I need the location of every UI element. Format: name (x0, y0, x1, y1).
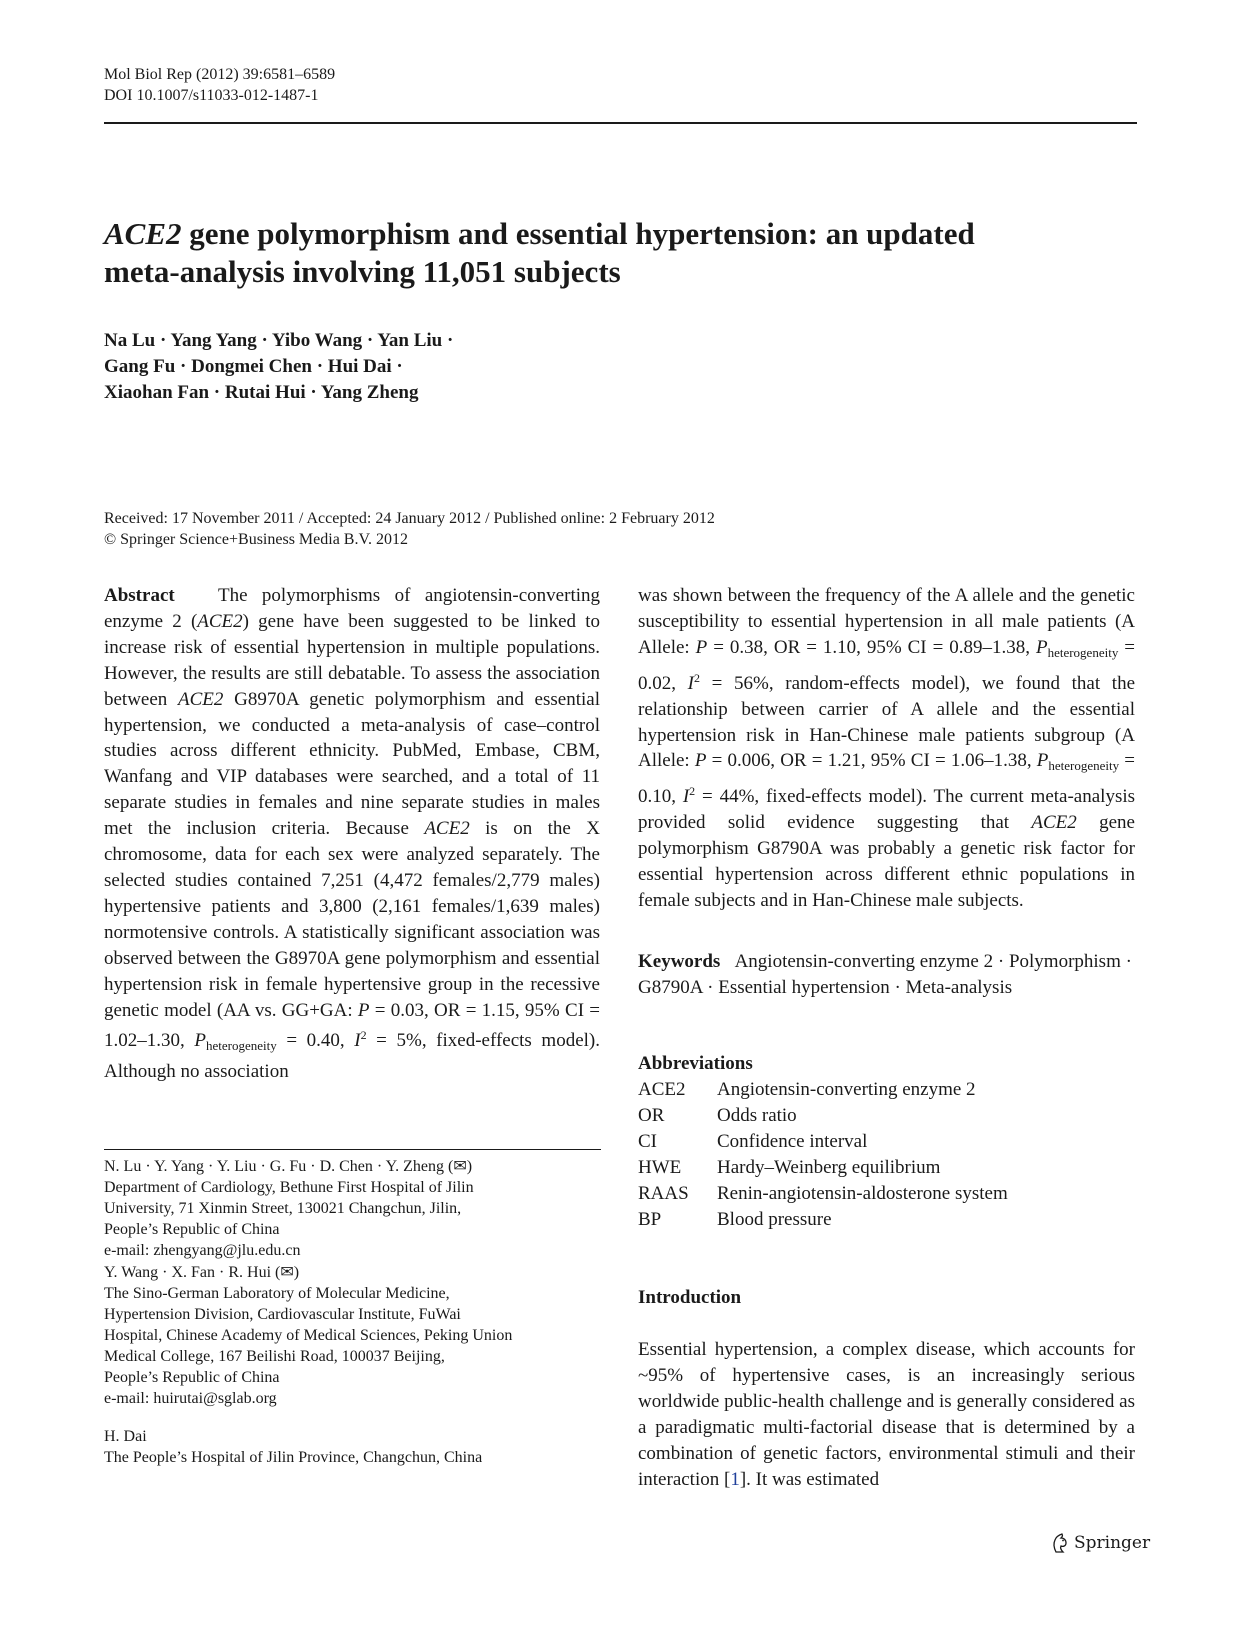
abstract-text: = 0.40, (276, 1030, 355, 1052)
superscript-2: 2 (360, 1028, 367, 1043)
affiliation-authors: H. Dai (104, 1428, 147, 1445)
authors-line-2: Gang Fu · Dongmei Chen · Hui Dai · (104, 356, 403, 377)
abbreviation-definition: Confidence interval (717, 1131, 868, 1152)
intro-text: ]. It was estimated (739, 1469, 880, 1490)
abstract-text: = 0.02, (638, 636, 1136, 694)
abbreviation-term: RAAS (638, 1183, 689, 1204)
author-list (104, 328, 453, 406)
abbreviation-row (638, 1207, 1008, 1233)
keywords-label: Keywords (638, 951, 721, 972)
introduction-text (638, 1337, 1135, 1493)
gene-name: ACE2 (1031, 812, 1077, 834)
gene-name: ACE2 (424, 818, 470, 840)
abstract-text: = 0.38, OR = 1.10, 95% CI = 0.89–1.38, (707, 636, 1036, 658)
abbreviations-heading: Abbreviations (638, 1053, 753, 1074)
title-gene: ACE2 (104, 216, 182, 251)
article-title (104, 215, 1104, 291)
subscript-heterogeneity: heterogeneity (1047, 644, 1119, 660)
abbreviation-term: BP (638, 1209, 662, 1230)
abbreviation-term: ACE2 (638, 1079, 686, 1100)
affiliation-line: Medical College, 167 Beilishi Road, 100037 Beijing, (104, 1348, 445, 1365)
affiliation-email[interactable]: e-mail: huirutai@sglab.org (104, 1390, 277, 1407)
abstract-text: The polymorphisms of angiotensin-converting enzyme 2 ( (104, 585, 600, 632)
affiliation-line: People’s Republic of China (104, 1369, 280, 1386)
abstract-text: was shown between the frequency of the A allele and the genetic susceptibility to essential hypertension in all male patients (A Allele: (638, 585, 1135, 658)
abbreviation-definition: Renin-angiotensin-aldosterone system (717, 1183, 1008, 1204)
abbreviation-definition: Angiotensin-converting enzyme 2 (717, 1079, 976, 1100)
abbreviations-table (638, 1077, 1008, 1233)
affiliation-1 (104, 1156, 474, 1261)
affiliation-line: Hospital, Chinese Academy of Medical Sciences, Peking Union (104, 1327, 513, 1344)
affiliation-line: The People’s Hospital of Jilin Province, Changchun, China (104, 1449, 483, 1466)
abstract-paragraph-cont (638, 583, 1135, 914)
symbol-p: P (694, 750, 707, 772)
symbol-p: P (1035, 636, 1048, 658)
journal-citation: Mol Biol Rep (2012) 39:6581–6589 (104, 66, 336, 83)
abstract-column-right (638, 583, 1135, 914)
symbol-p: P (194, 1030, 206, 1052)
abstract-text: G8970A genetic polymorphism and essential hypertension, we conducted a meta-analysis of case–control studies across different ethnicity. PubMed, Embase, CBM, Wanfang and VIP databases were searched, and a total of 11 separate studies in females and nine separate studies in males met the inclusion criteria. Because (104, 688, 600, 840)
intro-text: Essential hypertension, a complex disease, which accounts for ~95% of hypertensive cases, is an increasingly serious worldwide public-health challenge and is generally considered as a paradigmatic multi-factorial disease that is determined by a combination of genetic factors, environmental stimuli and their interaction [ (638, 1339, 1135, 1490)
abstract-column-left (104, 583, 600, 1085)
symbol-i: I (682, 786, 690, 808)
symbol-p: P (357, 999, 370, 1021)
affiliation-line: Department of Cardiology, Bethune First Hospital of Jilin (104, 1179, 474, 1196)
footnote-rule (104, 1149, 601, 1150)
abbreviation-row (638, 1077, 1008, 1103)
citation-link[interactable]: 1 (730, 1469, 740, 1490)
abstract-text: = 0.006, OR = 1.21, 95% CI = 1.06–1.38, (706, 750, 1037, 772)
authors-line-3: Xiaohan Fan · Rutai Hui · Yang Zheng (104, 382, 419, 403)
received-accepted-line: Received: 17 November 2011 / Accepted: 24 January 2012 / Published online: 2 February 2012 (104, 510, 715, 527)
gene-name: ACE2 (178, 688, 224, 710)
keywords-text: Angiotensin-converting enzyme 2 · Polymorphism · G8790A · Essential hypertension · Meta-analysis (638, 951, 1132, 998)
abstract-text: = 56%, random-effects model), we found that the relationship between carrier of A allele and the essential hypertension risk in Han-Chinese male patients subgroup (A Allele: (638, 672, 1135, 772)
affiliation-3 (104, 1426, 482, 1468)
abbreviation-term: CI (638, 1131, 657, 1152)
subscript-heterogeneity: heterogeneity (205, 1038, 277, 1054)
symbol-i: I (687, 672, 694, 694)
superscript-2: 2 (689, 784, 696, 799)
springer-horse-icon (1050, 1532, 1070, 1554)
abstract-text: = 44%, fixed-effects model). The current meta-analysis provided solid evidence suggesting that (638, 786, 1136, 834)
copyright-line: © Springer Science+Business Media B.V. 2012 (104, 531, 408, 548)
affiliation-2 (104, 1262, 512, 1409)
publisher-name: Springer (1074, 1533, 1151, 1553)
superscript-2: 2 (694, 670, 700, 685)
abstract-label: Abstract (104, 585, 175, 606)
abbreviation-row (638, 1129, 1008, 1155)
abstract-text: ) gene have been suggested to be linked to increase risk of essential hypertension in multiple populations. However, the results are still debatable. To assess the association between (104, 610, 600, 710)
abbreviation-term: OR (638, 1105, 665, 1126)
affiliation-line: People’s Republic of China (104, 1221, 280, 1238)
affiliation-email[interactable]: e-mail: zhengyang@jlu.edu.cn (104, 1242, 301, 1259)
title-line1: gene polymorphism and essential hypertension: an updated (181, 216, 975, 251)
abbreviation-definition: Blood pressure (717, 1209, 832, 1230)
abbreviation-term: HWE (638, 1157, 682, 1178)
symbol-i: I (354, 1030, 361, 1052)
affiliation-authors: Y. Wang · X. Fan · R. Hui (✉) (104, 1264, 300, 1281)
doi: DOI 10.1007/s11033-012-1487-1 (104, 87, 319, 104)
abbreviation-row (638, 1103, 1008, 1129)
affiliation-line: The Sino-German Laboratory of Molecular Medicine, (104, 1285, 450, 1302)
subscript-heterogeneity: heterogeneity (1048, 758, 1120, 774)
title-line2: meta-analysis involving 11,051 subjects (104, 254, 621, 289)
affiliation-authors: N. Lu · Y. Yang · Y. Liu · G. Fu · D. Chen · Y. Zheng (✉) (104, 1158, 473, 1175)
keywords (638, 949, 1135, 1001)
abbreviation-definition: Odds ratio (717, 1105, 797, 1126)
symbol-p: P (695, 636, 708, 658)
affiliation-line: University, 71 Xinmin Street, 130021 Changchun, Jilin, (104, 1200, 462, 1217)
abstract-text: = 0.03, OR = 1.15, 95% CI = 1.02–1.30, (104, 999, 601, 1052)
abstract-text: gene polymorphism G8790A was probably a genetic risk factor for essential hypertension across different ethnic populations in female subjects and in Han-Chinese male subjects. (638, 812, 1135, 911)
authors-line-1: Na Lu · Yang Yang · Yibo Wang · Yan Liu · (104, 330, 454, 351)
publication-dates (104, 508, 715, 550)
abbreviation-row (638, 1155, 1008, 1181)
journal-header (104, 64, 335, 106)
abstract-paragraph (104, 583, 600, 1085)
affiliation-line: Hypertension Division, Cardiovascular Institute, FuWai (104, 1306, 461, 1323)
publisher-logo (1050, 1532, 1150, 1554)
abbreviation-row (638, 1181, 1008, 1207)
abstract-text: = 5%, fixed-effects model). Although no association (104, 1030, 601, 1083)
abstract-text: is on the X chromosome, data for each sex were analyzed separately. The selected studies contained 7,251 (4,472 females/2,779 males) hypertensive patients and 3,800 (2,161 females/1,639 males) normotensive controls. A statistically significant association was observed between the G8970A gene polymorphism and essential hypertension risk in female hypertensive group in the recessive genetic model (AA vs. GG+GA: (104, 818, 600, 1021)
abbreviation-definition: Hardy–Weinberg equilibrium (717, 1157, 941, 1178)
introduction-heading: Introduction (638, 1287, 742, 1308)
symbol-p: P (1036, 750, 1049, 772)
header-rule (104, 122, 1137, 124)
abstract-text: = 0.10, (638, 750, 1136, 808)
gene-name: ACE2 (197, 610, 243, 632)
